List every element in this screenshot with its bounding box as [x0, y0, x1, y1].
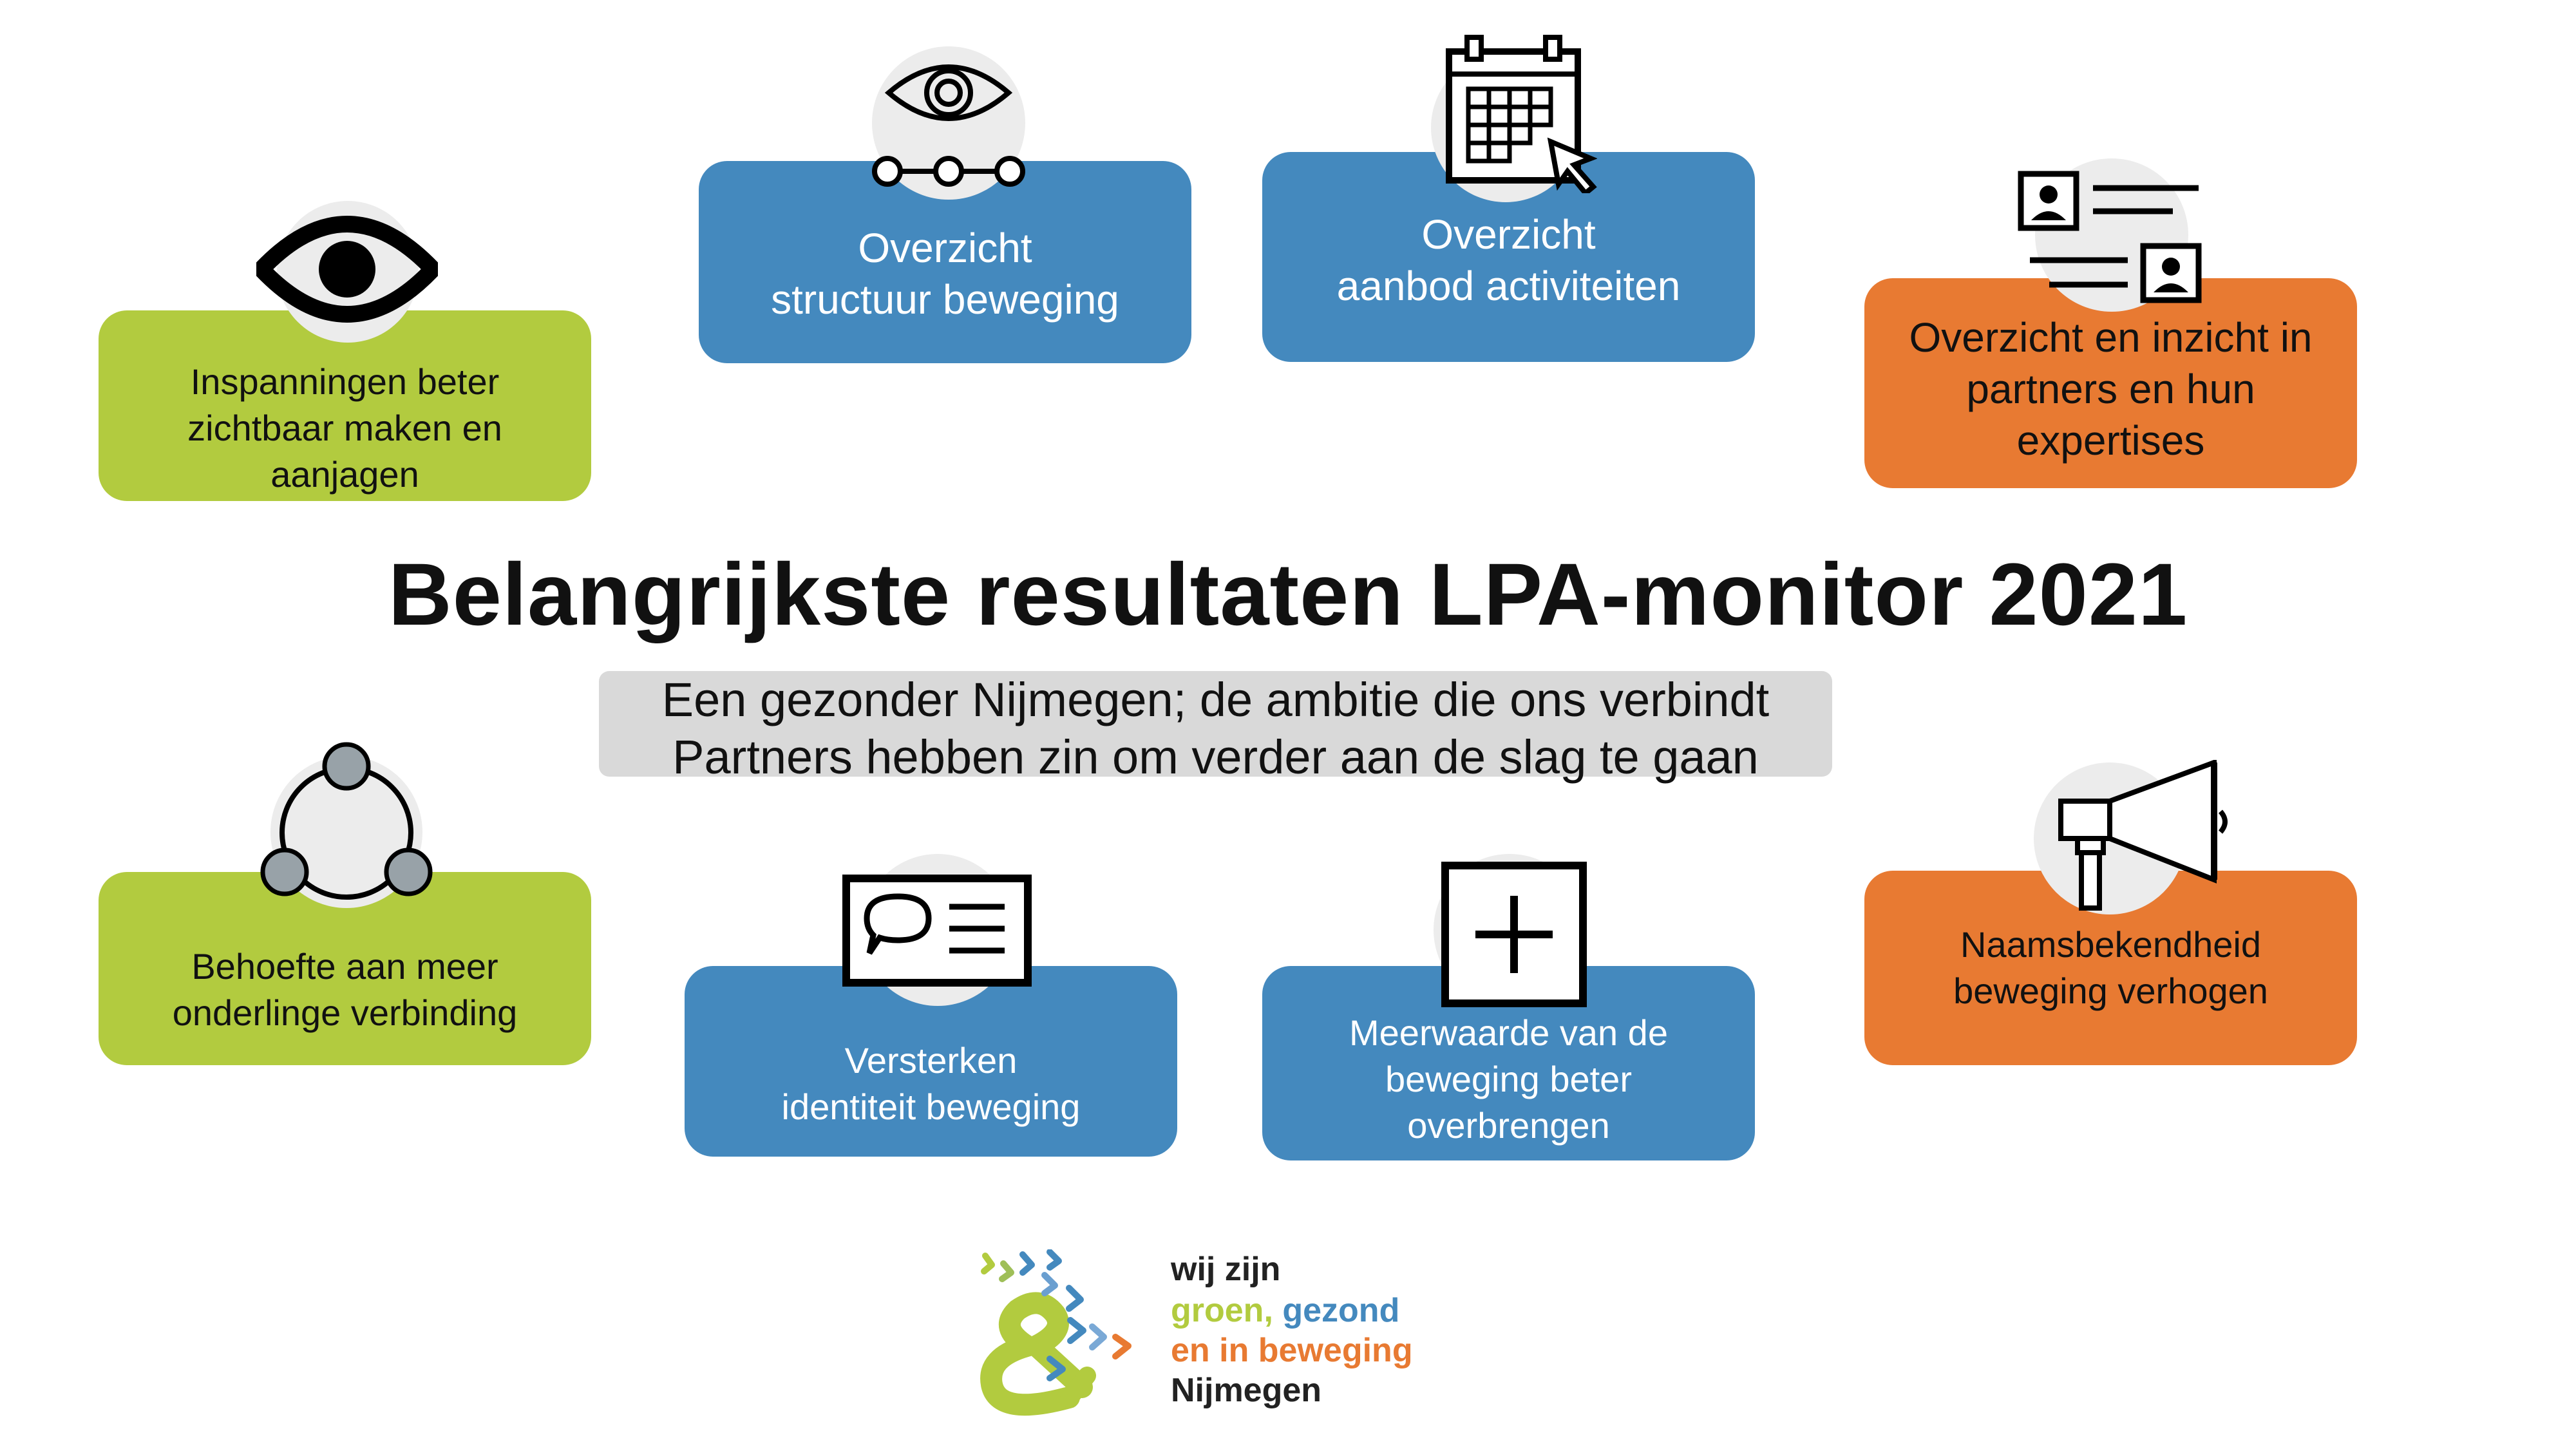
logo-line-1: wij zijn	[1171, 1251, 1281, 1288]
subtitle-line-2: Partners hebben zin om verder aan de slag te gaan	[672, 730, 1759, 784]
card-partners-label: Overzicht en inzicht in partners en hun expertises	[1909, 314, 2313, 464]
card-identiteit-label: Versterken identiteit beweging	[781, 1040, 1081, 1127]
logo-line-3: en in beweging	[1171, 1332, 1413, 1369]
page-title: Belangrijkste resultaten LPA-monitor 2021	[388, 545, 2188, 644]
card-meerwaarde-label: Meerwaarde van de beweging beter overbrengen	[1349, 1012, 1668, 1146]
logo-line-4: Nijmegen	[1171, 1372, 1322, 1409]
card-inspanningen-label: Inspanningen beter zichtbaar maken en aanjagen	[187, 361, 502, 495]
id-card-chat-icon	[841, 873, 1033, 988]
plus-square-icon	[1440, 860, 1588, 1009]
connection-cycle-icon	[256, 739, 437, 913]
card-aanbod-label: Overzicht aanbod activiteiten	[1336, 211, 1681, 309]
card-structuur-label: Overzicht structuur beweging	[771, 225, 1119, 323]
subtitle-line-1: Een gezonder Nijmegen; de ambitie die ons verbindt	[661, 673, 1770, 726]
logo-word-gezond: gezond	[1282, 1292, 1400, 1329]
subtitle-box	[599, 671, 1832, 784]
calendar-cursor-icon	[1443, 32, 1597, 193]
eye-icon	[256, 205, 438, 334]
card-verbinding-label: Behoefte aan meer onderlinge verbinding	[172, 946, 518, 1033]
card-naamsbekendheid-label: Naamsbekendheid beweging verhogen	[1953, 924, 2268, 1011]
logo-line-2	[1171, 1291, 1399, 1331]
profile-cards-icon	[2017, 169, 2204, 305]
logo-mark-icon	[972, 1249, 1153, 1417]
eye-network-icon	[869, 48, 1028, 189]
logo-word-groen: groen,	[1171, 1292, 1273, 1329]
megaphone-icon	[2054, 760, 2235, 912]
